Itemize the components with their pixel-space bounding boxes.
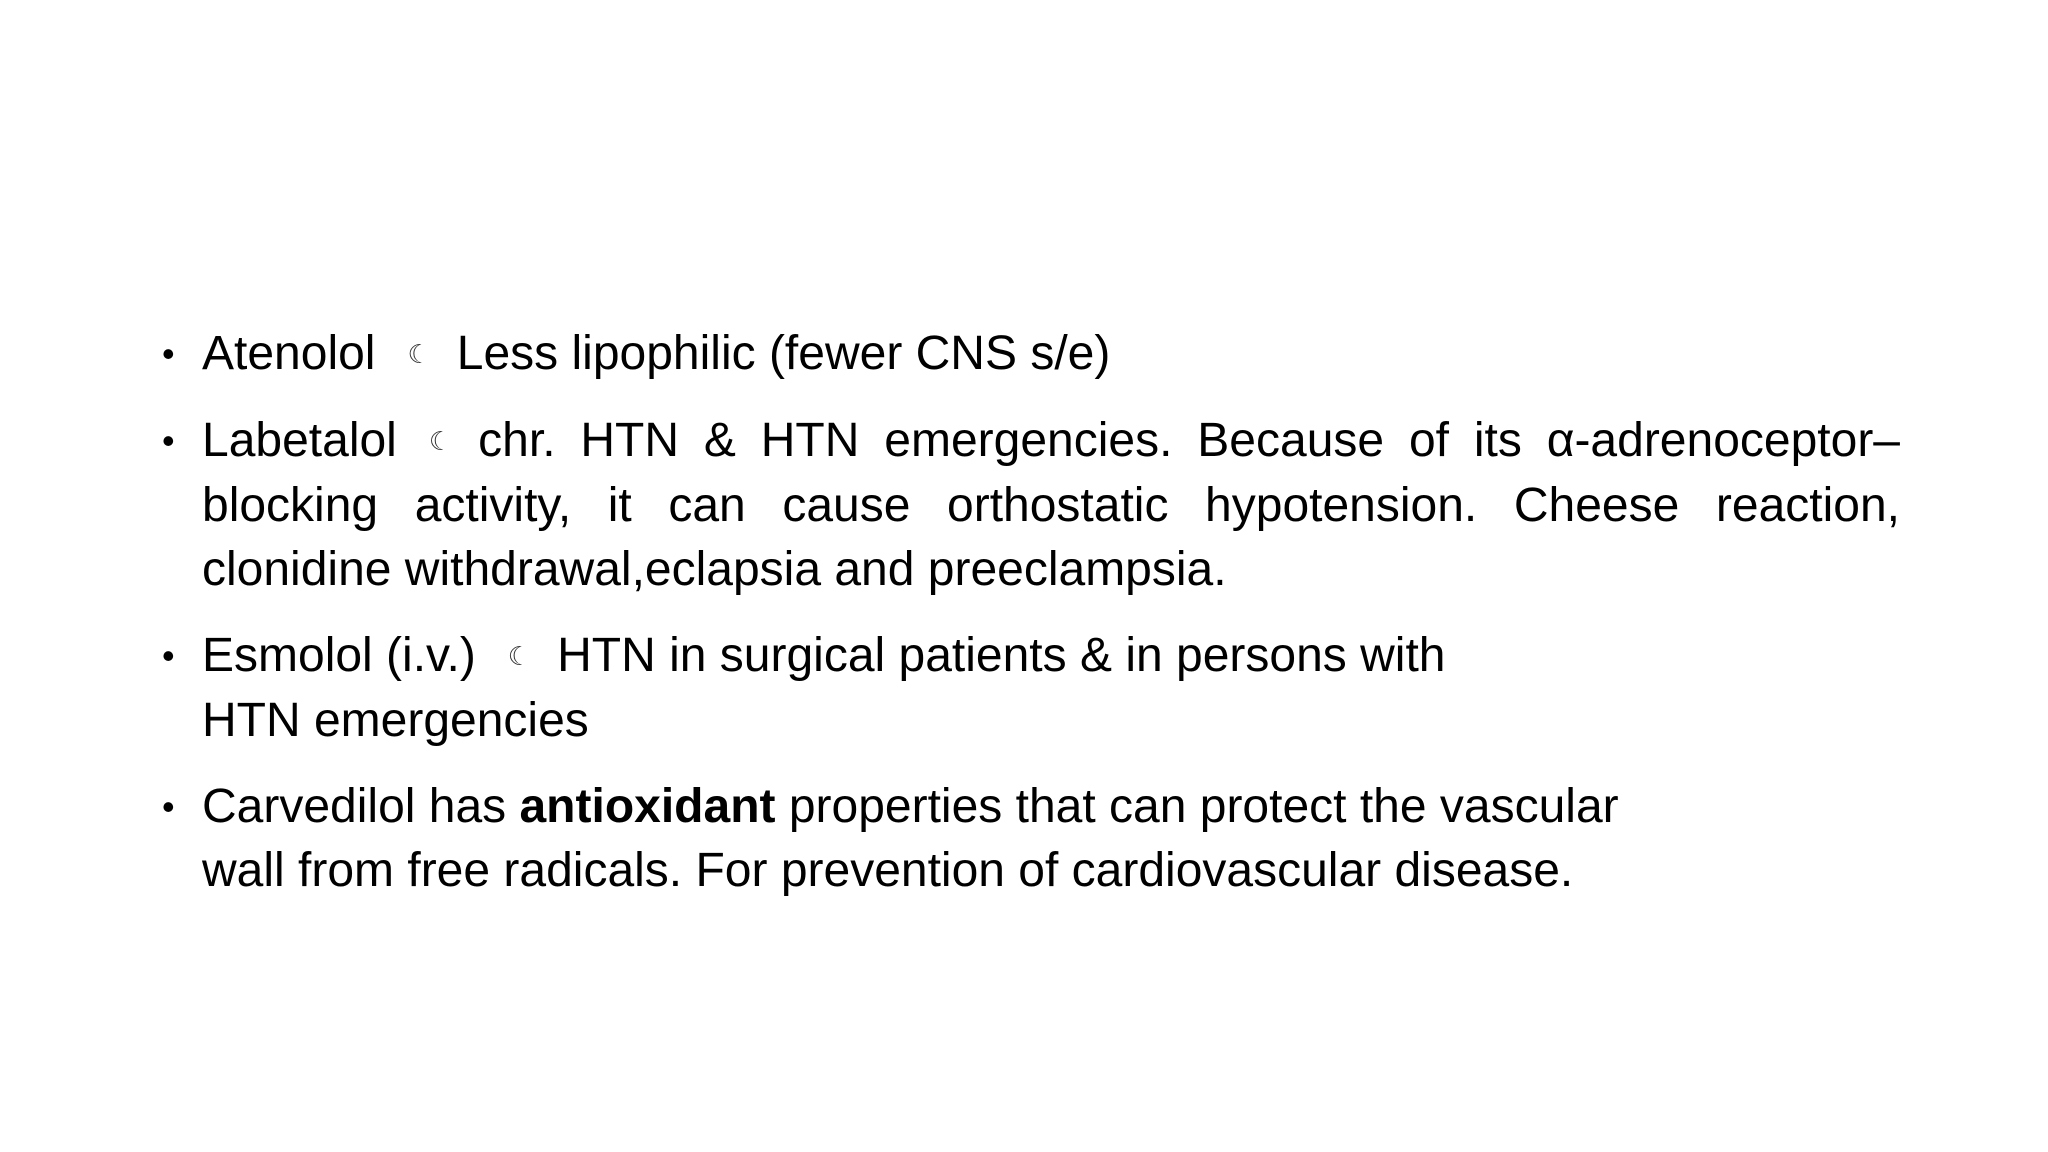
crescent-arrow-icon: ☾ [507, 642, 532, 672]
drug-description-line1: HTN in surgical patients & in persons with [557, 629, 1446, 682]
drug-name: Labetalol [202, 414, 397, 467]
bullet-dot-icon: • [162, 333, 175, 374]
crescent-arrow-icon: ☾ [428, 427, 453, 457]
bullet-dot-icon: • [162, 786, 175, 827]
bullet-atenolol [160, 322, 1900, 387]
drug-description-line2: HTN emergencies [202, 694, 589, 747]
bullet-dot-icon: • [162, 420, 175, 461]
drug-description-prefix: Carvedilol has [202, 780, 520, 833]
bullet-labetalol [160, 409, 1900, 602]
bullet-carvedilol [160, 775, 1900, 903]
bullet-list [160, 322, 1900, 925]
drug-name: Esmolol (i.v.) [202, 629, 476, 682]
drug-description: chr. HTN & HTN emergencies. Because of its α-adrenoceptor–blocking activity, it can cause orthostatic hypotension. Cheese reaction, clonidine withdrawal,eclapsia and preeclampsia. [202, 414, 1900, 596]
bullet-dot-icon: • [162, 635, 175, 676]
drug-description: Less lipophilic (fewer CNS s/e) [456, 327, 1111, 380]
bullet-esmolol [160, 624, 1900, 753]
antioxidant-keyword: antioxidant [519, 780, 776, 833]
crescent-arrow-icon: ☾ [407, 340, 431, 370]
drug-name: Atenolol [202, 327, 376, 380]
drug-description-suffix: properties that can protect the vascular wall from free radicals. For prevention of cardiovascular disease. [202, 780, 1619, 897]
